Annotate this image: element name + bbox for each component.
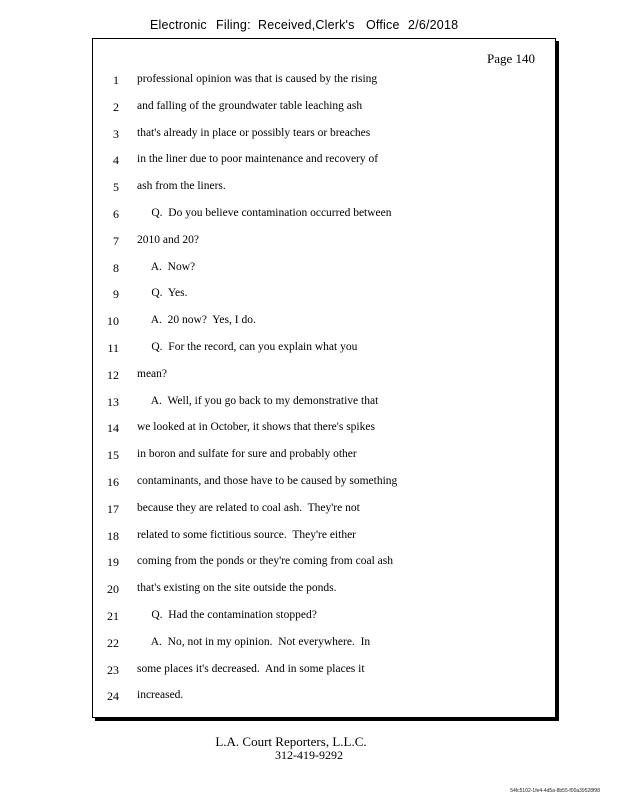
- transcript-line: [93, 100, 533, 120]
- footer-phone: 312-419-9292: [275, 748, 343, 762]
- transcript-line: [93, 153, 533, 173]
- line-text: coming from the ponds or they're coming from coal ash: [137, 555, 393, 568]
- line-text: Q. For the record, can you explain what you: [137, 341, 358, 353]
- line-number: 6: [113, 207, 119, 221]
- line-number: 2: [113, 99, 119, 114]
- line-text: A. 20 now? Yes, I do.: [137, 314, 256, 327]
- line-number: 17: [107, 501, 119, 516]
- line-number: 24: [107, 689, 119, 704]
- transcript-line: [93, 180, 533, 200]
- line-number: 10: [107, 314, 119, 329]
- transcript-line: [93, 314, 533, 334]
- line-text: that's existing on the site outside the ponds.: [137, 582, 337, 595]
- transcript-line: [93, 234, 533, 254]
- line-number: 13: [107, 394, 119, 409]
- line-text: some places it's decreased. And in some places it: [137, 662, 365, 675]
- transcript-line: [93, 207, 533, 227]
- line-number: 21: [107, 609, 119, 623]
- transcript-line: [93, 663, 533, 683]
- transcript-line: [93, 287, 533, 307]
- line-number: 4: [113, 153, 119, 168]
- transcript-line: [93, 73, 533, 93]
- transcript-line: [93, 475, 533, 495]
- filing-header-received: Received,Clerk's: [258, 18, 355, 32]
- line-text: in the liner due to poor maintenance and recovery of: [137, 153, 379, 166]
- transcript-line: [93, 368, 533, 388]
- line-text: A. No, not in my opinion. Not everywhere. In: [137, 635, 371, 648]
- transcript-line: [93, 261, 533, 281]
- line-text: we looked at in October, it shows that there's spikes: [137, 421, 375, 434]
- transcript-line: [93, 448, 533, 468]
- filing-header-office: Office: [366, 18, 400, 32]
- line-text: A. Well, if you go back to my demonstrative that: [137, 394, 379, 407]
- transcript-line: [93, 582, 533, 602]
- line-number: 16: [107, 475, 119, 489]
- transcript-line: [93, 395, 533, 415]
- line-number: 12: [107, 367, 119, 382]
- line-number: 1: [113, 73, 119, 87]
- line-text: A. Now?: [137, 260, 196, 273]
- filing-header-electronic: Electronic: [150, 18, 207, 32]
- line-number: 23: [107, 662, 119, 677]
- line-number: 9: [113, 287, 119, 302]
- line-text: in boron and sulfate for sure and probably other: [137, 448, 357, 461]
- transcript-line: [93, 421, 533, 441]
- transcript-line: [93, 636, 533, 656]
- line-number: 19: [107, 555, 119, 570]
- line-number: 18: [107, 528, 119, 543]
- line-text: Q. Had the contamination stopped?: [137, 609, 317, 621]
- transcript-line: [93, 609, 533, 629]
- line-text: contaminants, and those have to be caused by something: [137, 475, 398, 487]
- line-text: Q. Do you believe contamination occurred between: [137, 207, 392, 219]
- line-text: because they are related to coal ash. They're not: [137, 501, 360, 514]
- line-number: 20: [107, 582, 119, 597]
- line-text: and falling of the groundwater table leaching ash: [137, 99, 363, 112]
- transcript-line: [93, 689, 533, 709]
- transcript-line: [93, 127, 533, 147]
- line-text: ash from the liners.: [137, 180, 226, 193]
- transcript-page: [92, 38, 556, 718]
- page-number: Page 140: [486, 51, 535, 66]
- line-number: 11: [107, 341, 119, 355]
- transcript-line: [93, 555, 533, 575]
- line-number: 3: [113, 126, 119, 141]
- line-number: 8: [113, 260, 119, 275]
- line-text: Q. Yes.: [137, 287, 188, 300]
- line-text: related to some fictitious source. They're either: [137, 528, 357, 541]
- filing-header-date: 2/6/2018: [408, 18, 459, 32]
- line-number: 15: [107, 448, 119, 463]
- transcript-line: [93, 502, 533, 522]
- filing-header-filing: Filing:: [216, 18, 251, 32]
- line-text: professional opinion was that is caused by the rising: [137, 73, 378, 85]
- line-number: 5: [113, 180, 119, 195]
- footer-firm-name: L.A. Court Reporters, L.L.C.: [215, 734, 367, 749]
- line-number: 7: [113, 233, 119, 248]
- document-id: 54fc5102-1fe4-4d5a-8b55-f00a39528f98: [510, 788, 600, 794]
- line-text: mean?: [137, 367, 168, 380]
- line-number: 14: [107, 421, 119, 436]
- transcript-line: [93, 341, 533, 361]
- line-number: 22: [107, 635, 119, 650]
- line-text: 2010 and 20?: [137, 233, 199, 246]
- line-text: increased.: [137, 689, 184, 702]
- transcript-line: [93, 529, 533, 549]
- line-text: that's already in place or possibly tears or breaches: [137, 126, 371, 139]
